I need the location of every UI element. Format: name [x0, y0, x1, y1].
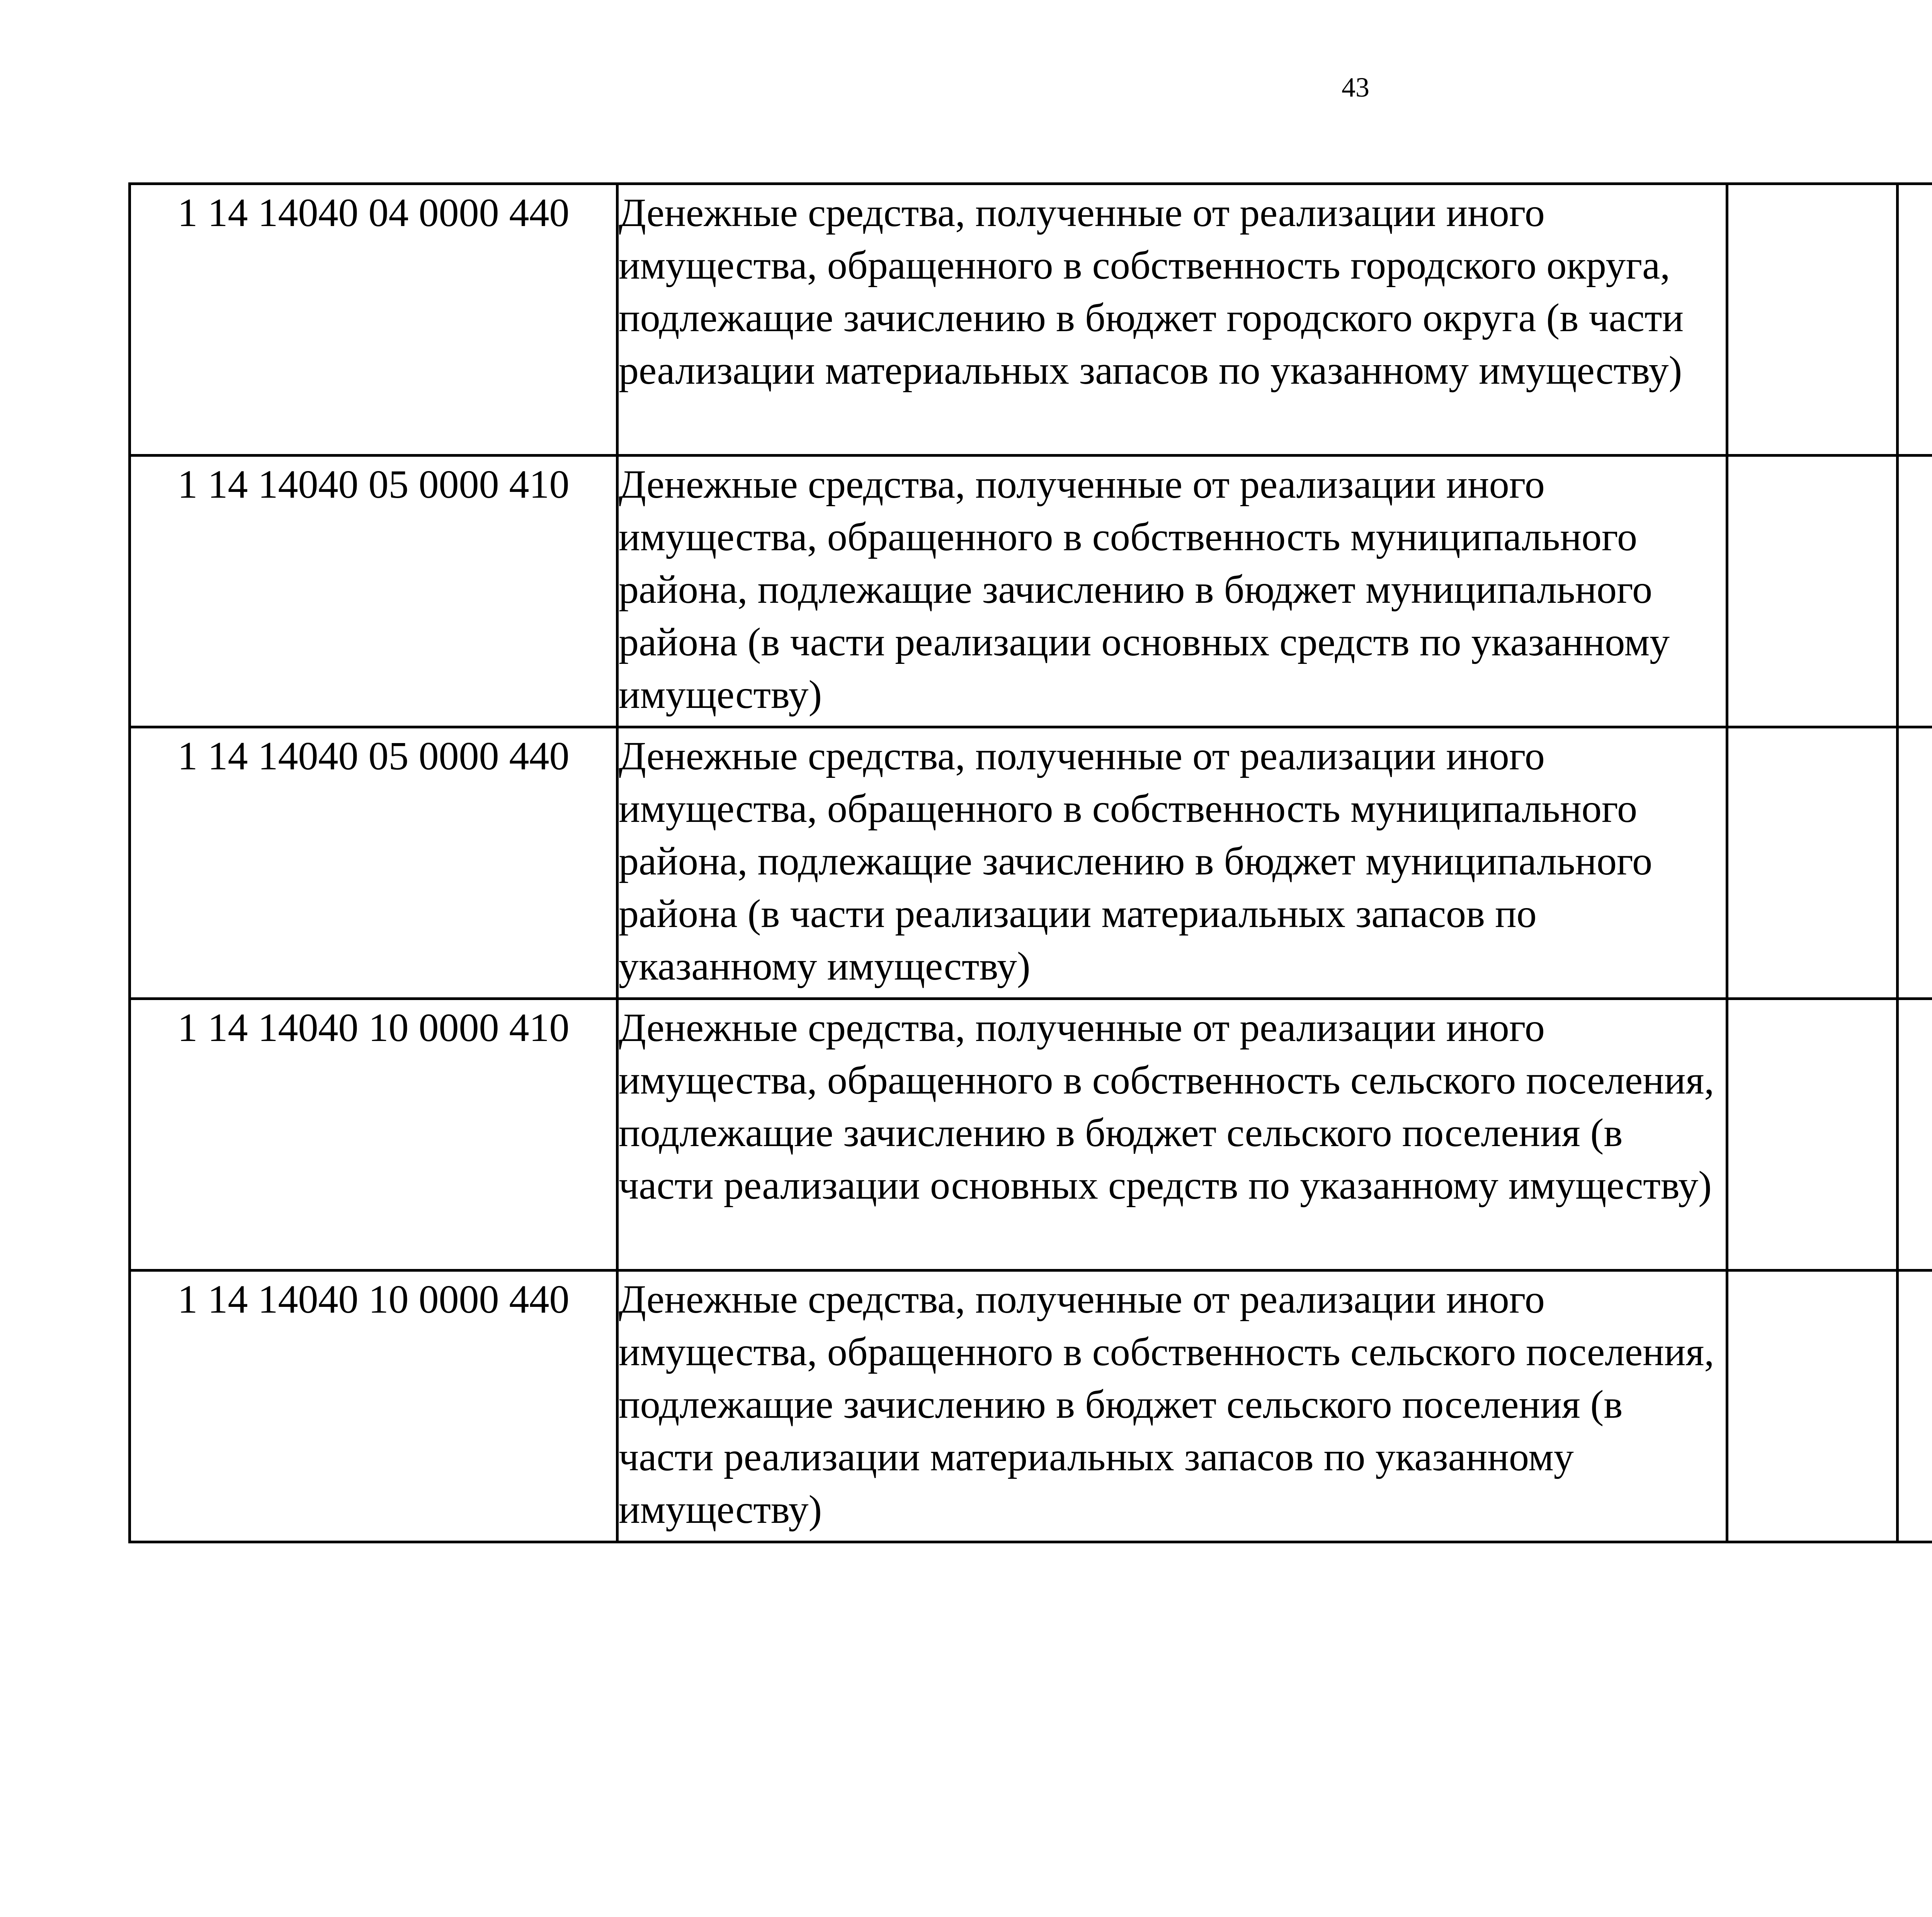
value-cell	[1727, 727, 1898, 999]
value-cell	[1727, 184, 1898, 456]
revenue-description: Денежные средства, полученные от реализации иного имущества, обращенного в собственность городского округа, подлежащие зачислению в бюджет городского округа (в части реализации материальных запасов по указанному имуществу)	[619, 191, 1684, 393]
value-cell	[1898, 456, 1932, 727]
revenue-code: 1 14 14040 05 0000 410	[177, 462, 570, 507]
value-text	[1899, 293, 1932, 346]
revenue-description: Денежные средства, полученные от реализации иного имущества, обращенного в собственность муниципального района, подлежащие зачислению в бюджет муниципального района (в части реализации основных средств по указанному имуществу)	[619, 462, 1670, 717]
table-row	[130, 1271, 1932, 1542]
revenue-code-cell	[130, 184, 617, 456]
revenue-description-cell	[617, 727, 1727, 999]
revenue-description-cell	[617, 1271, 1727, 1542]
value-cell	[1898, 999, 1932, 1271]
table-row	[130, 727, 1932, 999]
revenue-code-cell	[130, 999, 617, 1271]
table-row	[130, 456, 1932, 727]
value-cell	[1898, 727, 1932, 999]
table-row	[130, 184, 1932, 456]
revenue-description-cell	[617, 999, 1727, 1271]
revenue-code-cell	[130, 456, 617, 727]
value-cell	[1727, 456, 1898, 727]
revenue-code: 1 14 14040 04 0000 440	[177, 191, 570, 235]
value-cell	[1898, 184, 1932, 456]
revenue-description-cell	[617, 184, 1727, 456]
revenue-description: Денежные средства, полученные от реализации иного имущества, обращенного в собственность сельского поселения, подлежащие зачислению в бюджет сельского поселения (в части реализации основных средств по указанному имуществу)	[619, 1005, 1714, 1208]
revenue-description: Денежные средства, полученные от реализации иного имущества, обращенного в собственность муниципального района, подлежащие зачислению в бюджет муниципального района (в части реализации материальных запасов по указанному имуществу)	[619, 734, 1653, 988]
value-cell	[1727, 999, 1898, 1271]
table-row	[130, 999, 1932, 1271]
page-number: 43	[1342, 72, 1369, 103]
value-cell	[1898, 1271, 1932, 1542]
value-cell	[1727, 1271, 1898, 1542]
revenue-code: 1 14 14040 10 0000 440	[177, 1277, 570, 1322]
revenue-code: 1 14 14040 10 0000 410	[177, 1005, 570, 1050]
revenue-code: 1 14 14040 05 0000 440	[177, 734, 570, 778]
revenue-description: Денежные средства, полученные от реализации иного имущества, обращенного в собственность сельского поселения, подлежащие зачислению в бюджет сельского поселения (в части реализации материальных запасов по указанному имуществу)	[619, 1277, 1714, 1532]
revenue-code-cell	[130, 1271, 617, 1542]
revenue-distribution-table	[128, 182, 1932, 1543]
revenue-description-cell	[617, 456, 1727, 727]
revenue-code-cell	[130, 727, 617, 999]
